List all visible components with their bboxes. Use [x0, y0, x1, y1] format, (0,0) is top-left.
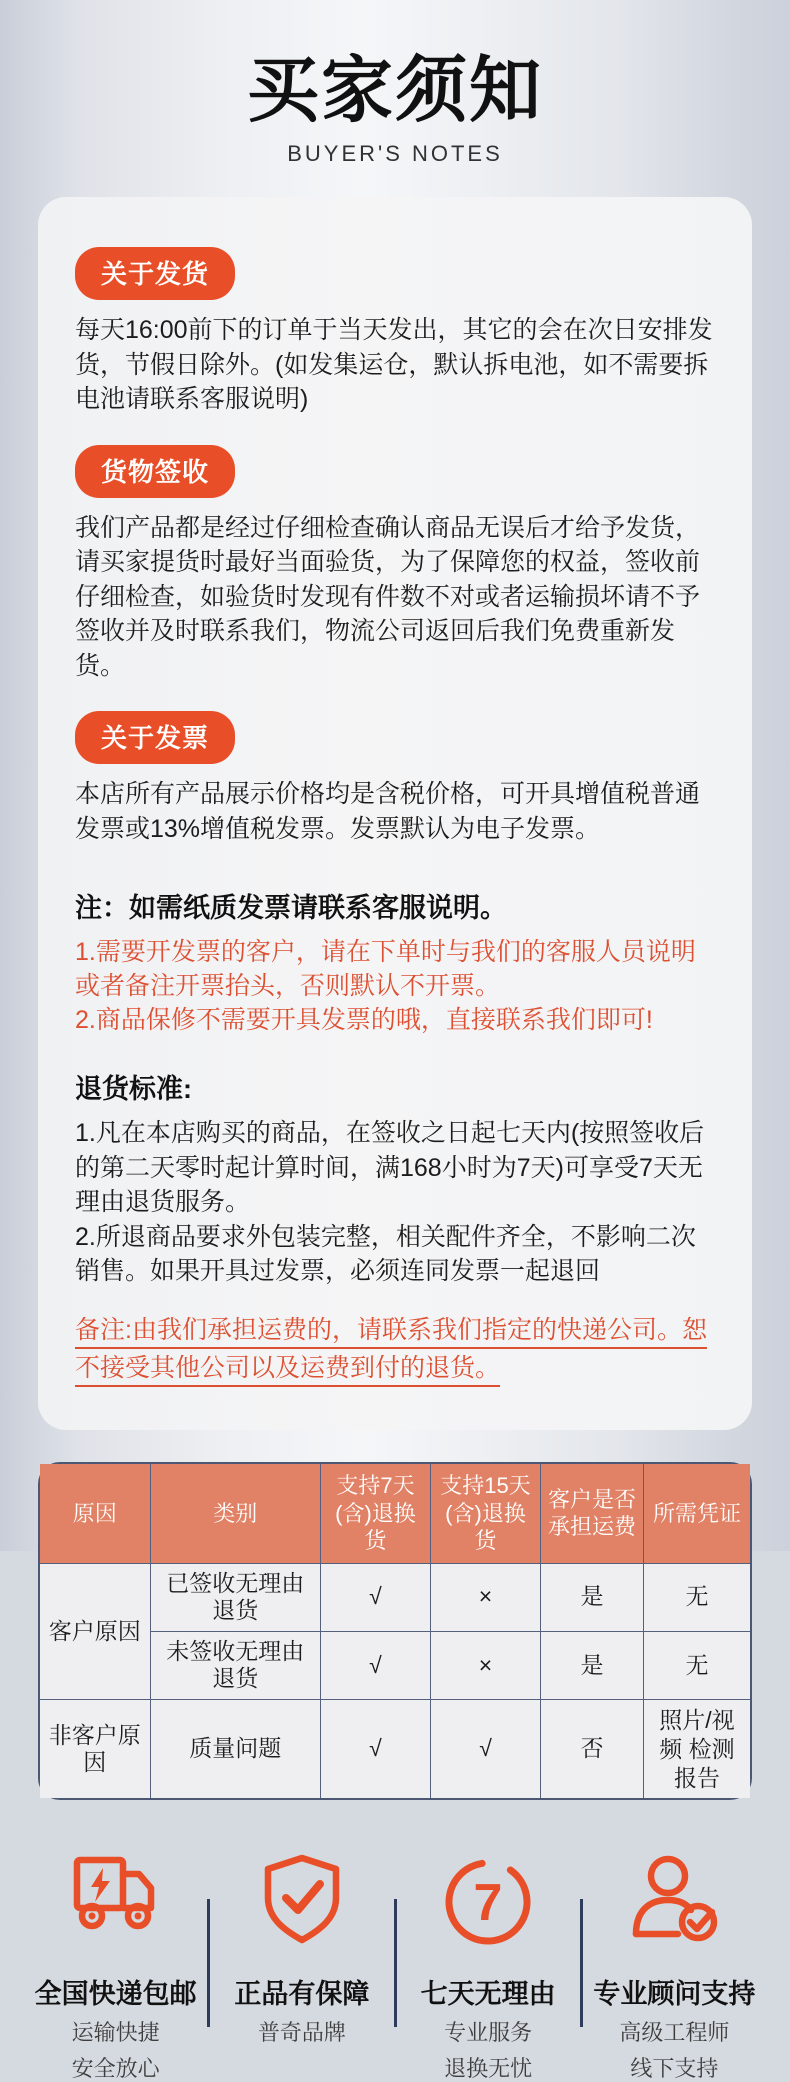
cell-category: 质量问题 [150, 1700, 320, 1799]
feature-7day [397, 1844, 580, 2082]
return-policy-table [40, 1464, 750, 1798]
return-policy-heading: 退货标准: [75, 1074, 192, 1105]
return-remark: 备注:由我们承担运费的，请联系我们指定的快递公司。恕不接受其他公司以及运费到付的退货。 [75, 1315, 707, 1383]
invoice-note-item: 1.需要开发票的客户，请在下单时与我们的客服人员说明或者备注开票抬头，否则默认不开票。 [75, 938, 696, 1001]
cell-reason: 客户原因 [40, 1563, 150, 1699]
invoice-note-heading: 注：如需纸质发票请联系客服说明。 [75, 893, 507, 924]
advisor-check-icon [583, 1846, 766, 1958]
table-row [40, 1700, 750, 1799]
receiving-text: 我们产品都是经过仔细检查确认商品无误后才给予发货，请买家提货时最好当面验货，为了保障您的权益，签收前仔细检查，如验货时发现有件数不对或者运输损坏请不予签收并及时联系我们，物流公司返回后我们免费重新发货。 [75, 513, 701, 680]
cell-freight: 是 [541, 1563, 644, 1631]
feature-title: 专业顾问支持 [593, 1979, 756, 2010]
invoice-note-items [75, 935, 716, 1037]
section-receiving [75, 445, 716, 684]
feature-title: 全国快递包邮 [34, 1979, 197, 2010]
page-title: 买家须知 [246, 51, 543, 131]
cell-reason: 非客户原因 [40, 1700, 150, 1799]
feature-subline: 高级工程师 [619, 2020, 730, 2046]
return-policy-table-frame [38, 1462, 752, 1800]
feature-shipping [24, 1844, 207, 2082]
invoice-note-item: 2.商品保修不需要开具发票的哦，直接联系我们即可! [75, 1006, 653, 1035]
feature-title: 七天无理由 [420, 1979, 556, 2010]
cell-7day: √ [320, 1700, 430, 1799]
return-policy-items [75, 1116, 716, 1289]
page-subtitle: BUYER'S NOTES [287, 141, 503, 167]
shield-check-icon [210, 1846, 393, 1958]
delivery-truck-icon [24, 1846, 207, 1958]
section-shipping [75, 247, 716, 417]
cell-7day: √ [320, 1563, 430, 1631]
receiving-badge: 货物签收 [75, 445, 235, 498]
header-15day: 支持15天(含)退换货 [430, 1464, 540, 1563]
page-header [0, 0, 790, 167]
feature-authentic [210, 1844, 393, 2082]
feature-strip [24, 1844, 766, 2082]
cell-proof: 照片/视频 检测报告 [643, 1700, 750, 1799]
feature-advisor [583, 1844, 766, 2082]
invoice-note-block [75, 886, 716, 1037]
return-policy-item: 1.凡在本店购买的商品，在签收之日起七天内(按照签收后的第二天零时起计算时间，满168小时为7天)可享受7天无理由退货服务。 [75, 1119, 705, 1217]
header-freight: 客户是否承担运费 [541, 1464, 644, 1563]
header-reason: 原因 [40, 1464, 150, 1563]
table-row [40, 1563, 750, 1631]
invoice-text: 本店所有产品展示价格均是含税价格，可开具增值税普通发票或13%增值税发票。发票默认为电子发票。 [75, 780, 701, 843]
svg-text:7: 7 [473, 1874, 503, 1933]
section-invoice [75, 711, 716, 846]
cell-proof: 无 [643, 1631, 750, 1699]
cell-freight: 是 [541, 1631, 644, 1699]
feature-subline: 运输快捷 [71, 2020, 160, 2046]
notes-card [38, 197, 752, 1430]
feature-subline: 安全放心 [71, 2055, 160, 2081]
feature-subline: 普奇品牌 [257, 2020, 346, 2046]
shipping-badge: 关于发货 [75, 247, 235, 300]
cell-15day: × [430, 1563, 540, 1631]
cell-category: 未签收无理由退货 [150, 1631, 320, 1699]
shipping-text: 每天16:00前下的订单于当天发出，其它的会在次日安排发货，节假日除外。(如发集运仓，默认拆电池，如不需要拆电池请联系客服说明) [75, 316, 713, 414]
feature-title: 正品有保障 [234, 1979, 370, 2010]
header-proof: 所需凭证 [643, 1464, 750, 1563]
return-policy-item: 2.所退商品要求外包装完整，相关配件齐全，不影响二次销售。如果开具过发票，必须连同发票一起退回 [75, 1222, 696, 1286]
seven-day-circle-icon [397, 1846, 580, 1958]
feature-subline: 退换无忧 [444, 2055, 533, 2081]
return-policy-block [75, 1067, 716, 1388]
header-7day: 支持7天(含)退换货 [320, 1464, 430, 1563]
feature-subline: 线下支持 [630, 2055, 719, 2081]
invoice-badge: 关于发票 [75, 711, 235, 764]
cell-15day: × [430, 1631, 540, 1699]
cell-15day: √ [430, 1700, 540, 1799]
header-category: 类别 [150, 1464, 320, 1563]
cell-freight: 否 [541, 1700, 644, 1799]
cell-proof: 无 [643, 1563, 750, 1631]
feature-subline: 专业服务 [444, 2020, 533, 2046]
table-header-row [40, 1464, 750, 1563]
cell-7day: √ [320, 1631, 430, 1699]
cell-category: 已签收无理由退货 [150, 1563, 320, 1631]
